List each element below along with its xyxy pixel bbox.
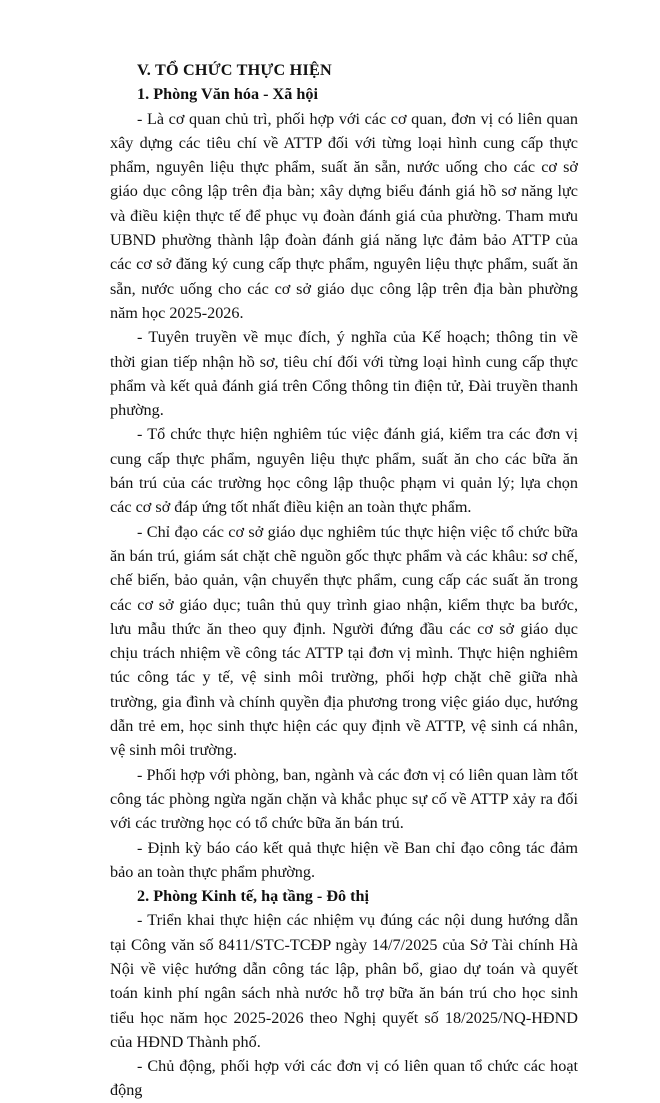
paragraph: - Tổ chức thực hiện nghiêm túc việc đánh giá, kiểm tra các đơn vị cung cấp thực phẩm, nguyên liệu thực phẩm, suất ăn cho các bữa ăn bán trú của các trường học công lập thuộc phạm vi quản lý; lựa chọn các cơ sở đáp ứng tốt nhất điều kiện an toàn thực phẩm. <box>110 425 578 517</box>
document-page <box>110 58 578 1103</box>
paragraph: - Là cơ quan chủ trì, phối hợp với các cơ quan, đơn vị có liên quan xây dựng các tiêu chí về ATTP đối với từng loại hình cung cấp thực phẩm, nguyên liệu thực phẩm, suất ăn sẵn, nước uống cho các cơ sở giáo dục công lập trên địa bàn; xây dựng biểu đánh giá hồ sơ năng lực và điều kiện thực tế để phục vụ đoàn đánh giá của phường. Tham mưu UBND phường thành lập đoàn đánh giá năng lực đảm bảo ATTP của các cơ sở đăng ký cung cấp thực phẩm, nguyên liệu thực phẩm, suất ăn sẵn, nước uống cho các cơ sở giáo dục công lập trên địa bàn phường năm học 2025-2026. <box>110 109 578 322</box>
paragraph: - Tuyên truyền về mục đích, ý nghĩa của Kế hoạch; thông tin về thời gian tiếp nhận hồ sơ, tiêu chí đối với từng loại hình cung cấp thực phẩm và kết quả đánh giá trên Cổng thông tin điện tử, Đài truyền thanh phường. <box>110 328 578 420</box>
paragraph: - Chủ động, phối hợp với các đơn vị có liên quan tổ chức các hoạt động <box>110 1057 578 1100</box>
paragraph: - Phối hợp với phòng, ban, ngành và các đơn vị có liên quan làm tốt công tác phòng ngừa ngăn chặn và khắc phục sự cố về ATTP xảy ra đối với các trường học có tổ chức bữa ăn bán trú. <box>110 765 578 833</box>
unit-heading-economy-infrastructure: 2. Phòng Kinh tế, hạ tầng - Đô thị <box>137 887 370 906</box>
section-title: V. TỔ CHỨC THỰC HIỆN <box>137 61 332 79</box>
paragraph: - Triển khai thực hiện các nhiệm vụ đúng các nội dung hướng dẫn tại Công văn số 8411/STC-TCĐP ngày 14/7/2025 của Sở Tài chính Hà Nội về việc hướng dẫn công tác lập, phân bổ, giao dự toán và quyết toán kinh phí ngân sách nhà nước hỗ trợ bữa ăn bán trú cho học sinh tiểu học năm học 2025-2026 theo Nghị quyết số 18/2025/NQ-HĐND của HĐND Thành phố. <box>110 911 578 1051</box>
paragraph: - Định kỳ báo cáo kết quả thực hiện về Ban chỉ đạo công tác đảm bảo an toàn thực phẩm phường. <box>110 838 578 881</box>
unit-heading-culture-society: 1. Phòng Văn hóa - Xã hội <box>137 85 318 104</box>
paragraph: - Chỉ đạo các cơ sở giáo dục nghiêm túc thực hiện việc tổ chức bữa ăn bán trú, giám sát chặt chẽ nguồn gốc thực phẩm và các khâu: sơ chế, chế biến, bảo quản, vận chuyển thực phẩm, cung cấp các suất ăn trong các cơ sở giáo dục; tuân thủ quy trình giao nhận, kiểm thực ba bước, lưu mẫu thức ăn theo quy định. Người đứng đầu các cơ sở giáo dục chịu trách nhiệm về công tác ATTP tại đơn vị mình. Thực hiện nghiêm túc công tác y tế, vệ sinh môi trường, phối hợp chặt chẽ giữa nhà trường, gia đình và chính quyền địa phương trong việc giáo dục, hướng dẫn trẻ em, học sinh thực hiện các quy định về ATTP, vệ sinh cá nhân, vệ sinh môi trường. <box>110 522 578 760</box>
